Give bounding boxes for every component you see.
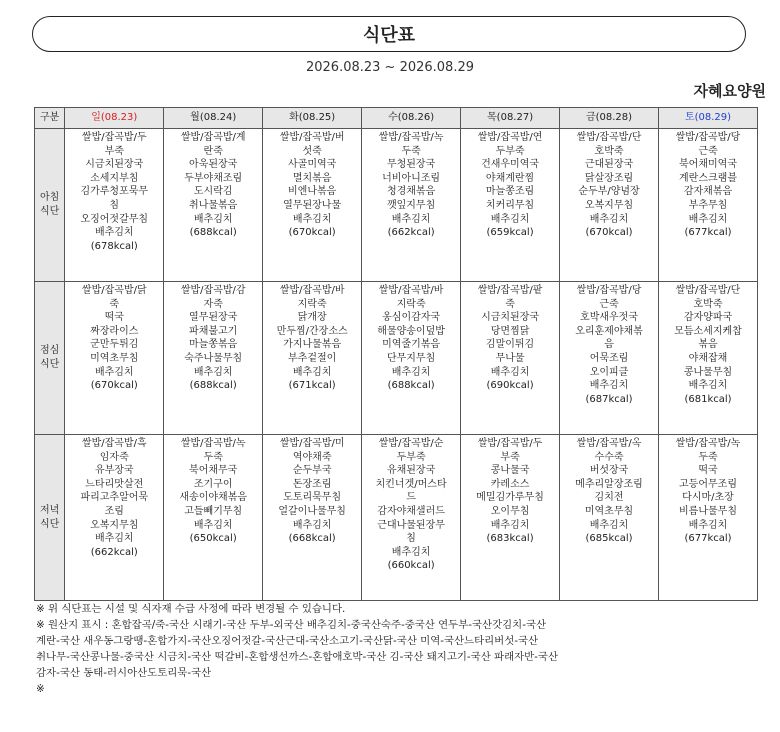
menu-item: 수수죽 <box>594 451 624 463</box>
day-header-sat: 토(08.29) <box>659 108 758 129</box>
date-range: 2026.08.23 ~ 2026.08.29 <box>305 60 475 75</box>
menu-item: 오복지무침 <box>584 199 634 211</box>
table-header-row <box>35 108 758 129</box>
menu-item: 김말이튀김 <box>485 339 535 351</box>
menu-item: 무나물 <box>495 352 525 364</box>
menu-item: 북어채무국 <box>189 465 238 477</box>
menu-item: 오이피클 <box>589 366 629 378</box>
menu-cell <box>164 435 263 601</box>
menu-cell <box>65 435 164 601</box>
menu-item: 감자야채샐러드 <box>377 505 445 517</box>
menu-item: 카레소스 <box>490 478 530 490</box>
menu-item: 쌀밥/잡곡밥/당 <box>576 285 642 296</box>
menu-item: 쌀밥/잡곡밥/연 <box>477 132 543 143</box>
menu-item: 쌀밥/잡곡밥/계 <box>180 132 246 143</box>
menu-cell <box>461 282 560 435</box>
facility-name: 자혜요양원 <box>693 82 766 100</box>
note-line: ※ 원산지 표시 : 혼합잡곡/죽-국산 시래기-국산 두부-외국산 배추김치-중국산숙주-중국산 연두부-국산갓김치-국산 <box>36 619 547 631</box>
menu-item: 비름나물무침 <box>679 505 737 517</box>
menu-item: 감자양파국 <box>683 312 733 324</box>
menu-item: 열무된장국 <box>189 312 238 324</box>
menu-item: 군만두튀김 <box>90 339 139 351</box>
menu-item: 김치전 <box>594 492 624 504</box>
menu-cell <box>164 129 263 282</box>
menu-item: 열무된장나물 <box>283 199 342 211</box>
meal-row-lunch <box>35 282 758 435</box>
menu-item: 배추김치 <box>292 366 332 378</box>
menu-item: 두죽 <box>203 451 223 463</box>
menu-item: 도토리묵무침 <box>283 492 342 504</box>
menu-item: 배추김치 <box>589 213 629 225</box>
menu-item: 역야채죽 <box>292 451 332 463</box>
menu-item: 돈장조림 <box>292 478 332 490</box>
menu-item: 치커리무침 <box>485 199 535 211</box>
menu-cell <box>263 282 362 435</box>
note-line: ※ 위 식단표는 시설 및 식자재 수급 사정에 따라 변경될 수 있습니다. <box>36 603 346 615</box>
menu-item: 숙주나물무침 <box>184 352 243 364</box>
menu-cell <box>362 129 461 282</box>
menu-item: 드 <box>406 492 416 504</box>
menu-item: 계란스크램블 <box>679 172 737 184</box>
meal-label-line: 점심 <box>39 345 60 356</box>
menu-item: 쌀밥/잡곡밥/바 <box>279 285 345 296</box>
menu-item: 배추김치 <box>589 380 629 392</box>
menu-item: 감자채볶음 <box>683 186 733 198</box>
menu-item: 만두찜/간장소스 <box>276 325 348 337</box>
menu-cell <box>362 435 461 601</box>
menu-item: (688kcal) <box>387 380 435 392</box>
menu-item: 부추겉절이 <box>288 352 337 364</box>
menu-item: 죽 <box>505 298 515 310</box>
menu-item: 볶음 <box>698 339 718 351</box>
note-line: 취나무-국산콩나물-중국산 시금치-국산 떡갈비-혼합생선까스-혼합애호박-국산 김-국산 돼지고기-국산 파래자반-국산 <box>36 651 559 663</box>
menu-item: 고등어무조림 <box>679 478 737 490</box>
menu-item: 유부장국 <box>94 465 134 477</box>
menu-item: 배추김치 <box>94 533 134 545</box>
menu-cell <box>164 282 263 435</box>
menu-item: 쌀밥/잡곡밥/당 <box>675 132 741 143</box>
menu-item: 호박새우젓국 <box>580 312 638 324</box>
menu-item: 아욱된장국 <box>189 159 238 171</box>
menu-item: 메밀김가루무침 <box>476 492 544 504</box>
menu-item: 배추김치 <box>391 546 431 558</box>
menu-item: 음 <box>604 339 614 351</box>
menu-item: 옹심이감자국 <box>382 312 441 324</box>
menu-item: 당면찜닭 <box>490 325 530 337</box>
menu-cell <box>560 129 659 282</box>
menu-item: 호박죽 <box>693 298 723 310</box>
menu-item: 콩나물국 <box>490 465 530 477</box>
menu-item: 두부죽 <box>495 145 525 157</box>
menu-cell <box>560 435 659 601</box>
menu-item: 임자죽 <box>99 451 129 463</box>
menu-item: 배추김치 <box>193 366 233 378</box>
menu-item: 버섯장국 <box>589 465 629 477</box>
menu-cell <box>263 435 362 601</box>
menu-item: 배추김치 <box>688 380 728 392</box>
menu-item: (650kcal) <box>189 533 237 545</box>
corner-label: 구분 <box>35 108 65 129</box>
menu-item: 어묵조림 <box>589 352 629 364</box>
menu-item: 김가루청포묵무 <box>80 186 149 198</box>
menu-cell <box>461 129 560 282</box>
menu-item: 란죽 <box>203 145 223 157</box>
day-header-thu: 목(08.27) <box>461 108 560 129</box>
menu-item: 야채잡채 <box>688 352 728 364</box>
menu-item: 쌀밥/잡곡밥/두 <box>477 438 543 449</box>
menu-item: 파채불고기 <box>189 325 238 337</box>
menu-item: (670kcal) <box>585 227 633 239</box>
menu-item: 쌀밥/잡곡밥/단 <box>675 285 741 296</box>
menu-item: (678kcal) <box>90 240 138 252</box>
menu-item: 배추김치 <box>490 519 530 531</box>
menu-item: 지락죽 <box>396 298 426 310</box>
meal-label <box>35 129 65 282</box>
menu-item: 배추김치 <box>688 213 728 225</box>
menu-item: (683kcal) <box>486 533 534 545</box>
menu-item: (659kcal) <box>486 227 534 239</box>
menu-item: 쌀밥/잡곡밥/흑 <box>81 438 147 449</box>
menu-item: 도시락김 <box>193 186 233 198</box>
menu-item: 쌀밥/잡곡밥/두 <box>81 132 147 143</box>
menu-item: 죽 <box>109 298 120 310</box>
menu-item: 오징어젓갈무침 <box>80 213 149 225</box>
menu-cell <box>362 282 461 435</box>
menu-item: 배추김치 <box>193 213 233 225</box>
menu-item: 짜장라이스 <box>90 325 139 337</box>
menu-item: 콩나물무침 <box>683 366 733 378</box>
menu-item: 배추김치 <box>490 366 530 378</box>
menu-item: 떡국 <box>104 312 124 324</box>
menu-item: 가지나물볶음 <box>283 339 342 351</box>
menu-item: 쌀밥/잡곡밥/순 <box>378 438 444 449</box>
menu-item: 조림 <box>104 505 124 517</box>
menu-item: (685kcal) <box>585 533 633 545</box>
menu-item: 배추김치 <box>589 519 629 531</box>
menu-item: 다시마/초장 <box>682 492 734 504</box>
day-header-wed: 수(08.26) <box>362 108 461 129</box>
menu-item: 두죽 <box>401 145 421 157</box>
menu-item: 지락죽 <box>297 298 327 310</box>
menu-item: 오리훈제야채볶 <box>575 325 643 337</box>
menu-item: 건새우미역국 <box>481 159 540 171</box>
menu-item: 근대나물된장무 <box>377 519 445 531</box>
menu-cell <box>65 282 164 435</box>
menu-item: 시금치된장국 <box>481 312 540 324</box>
day-header-tue: 화(08.25) <box>263 108 362 129</box>
menu-item: (660kcal) <box>387 560 435 572</box>
menu-item: 느타리맛살전 <box>85 478 144 490</box>
menu-item: 배추김치 <box>490 213 530 225</box>
menu-item: 마늘쫑볶음 <box>189 339 238 351</box>
meal-row-dinner <box>35 435 758 601</box>
menu-item: 쌀밥/잡곡밥/감 <box>180 285 246 296</box>
menu-item: 두죽 <box>698 451 718 463</box>
page-title: 식단표 <box>32 16 746 52</box>
menu-item: 치킨너겟/머스타 <box>375 478 447 490</box>
menu-item: 침 <box>109 199 120 211</box>
meal-row-breakfast <box>35 129 758 282</box>
menu-item: (668kcal) <box>288 533 336 545</box>
meal-label-line: 아침 <box>39 192 60 203</box>
menu-item: 파리고추알어묵 <box>80 492 149 504</box>
menu-item: 배추김치 <box>391 213 431 225</box>
menu-item: 미역초무침 <box>90 352 139 364</box>
meal-label-line: 식단 <box>39 359 60 370</box>
menu-item: 사골미역국 <box>288 159 337 171</box>
menu-item: 마늘쫑조림 <box>485 186 535 198</box>
meal-label <box>35 282 65 435</box>
menu-item: 두부죽 <box>396 451 426 463</box>
note-line: 계란-국산 새우동그랑땡-혼합가지-국산오징어젓갈-국산근대-국산소고기-국산닭-국산 미역-국산느타리버섯-국산 <box>36 635 539 647</box>
menu-item: 쌀밥/잡곡밥/옥 <box>576 438 642 449</box>
menu-item: 쌀밥/잡곡밥/버 <box>279 132 345 143</box>
menu-item: (670kcal) <box>288 227 336 239</box>
menu-item: 배추김치 <box>292 213 332 225</box>
menu-cell <box>560 282 659 435</box>
menu-item: 닭개장 <box>297 312 327 324</box>
menu-item: 닭살장조림 <box>584 172 634 184</box>
menu-item: 두부야채조림 <box>184 172 243 184</box>
menu-item: 쌀밥/잡곡밥/닭 <box>81 285 147 296</box>
menu-item: 쌀밥/잡곡밥/녹 <box>675 438 741 449</box>
note-line: 감자-국산 동태-러시아산도토리묵-국산 <box>36 667 212 679</box>
menu-item: (670kcal) <box>90 380 138 392</box>
menu-cell <box>65 129 164 282</box>
notes <box>36 601 766 697</box>
note-line: ※ <box>36 683 45 695</box>
menu-item: 단무지무침 <box>386 352 436 364</box>
menu-item: 쌀밥/잡곡밥/미 <box>279 438 345 449</box>
menu-item: 배추김치 <box>193 519 233 531</box>
menu-item: (662kcal) <box>387 227 435 239</box>
menu-item: 순두부국 <box>292 465 332 477</box>
menu-item: 배추김치 <box>688 519 728 531</box>
menu-item: 멸치볶음 <box>292 172 332 184</box>
menu-item: (688kcal) <box>189 227 237 239</box>
menu-item: 부죽 <box>500 451 520 463</box>
meal-plan-table <box>34 107 758 601</box>
meal-label-line: 저녁 <box>39 504 60 516</box>
menu-item: 오복지무침 <box>90 519 139 531</box>
menu-item: 배추김치 <box>391 366 431 378</box>
menu-item: (677kcal) <box>684 533 732 545</box>
menu-item: 쌀밥/잡곡밥/단 <box>576 132 642 143</box>
menu-item: 근죽 <box>698 145 718 157</box>
meal-label <box>35 435 65 601</box>
day-header-mon: 월(08.24) <box>164 108 263 129</box>
menu-item: (662kcal) <box>90 546 138 558</box>
menu-item: (690kcal) <box>486 380 534 392</box>
meal-label-line: 식단 <box>39 206 60 217</box>
menu-item: 떡국 <box>698 465 718 477</box>
menu-item: 무청된장국 <box>386 159 436 171</box>
menu-cell <box>659 129 758 282</box>
menu-item: 미역초무침 <box>584 505 634 517</box>
menu-item: 소세지부침 <box>90 172 139 184</box>
menu-item: 배추김치 <box>94 227 134 239</box>
menu-item: 조기구이 <box>193 478 233 490</box>
menu-item: 비엔나볶음 <box>288 186 337 198</box>
menu-item: 취나물볶음 <box>189 199 238 211</box>
menu-item: 너비아니조림 <box>382 172 441 184</box>
menu-item: 야채계란찜 <box>485 172 535 184</box>
day-header-sun: 일(08.23) <box>65 108 164 129</box>
menu-item: 부추무침 <box>688 199 728 211</box>
menu-item: 침 <box>406 533 416 545</box>
menu-item: 고들빼기무침 <box>184 505 243 517</box>
menu-cell <box>263 129 362 282</box>
menu-item: 배추김치 <box>292 519 332 531</box>
menu-item: 새송이야채볶음 <box>179 492 248 504</box>
menu-item: 유채된장국 <box>386 465 436 477</box>
menu-item: 자죽 <box>203 298 223 310</box>
menu-cell <box>659 282 758 435</box>
menu-item: 북어채미역국 <box>679 159 737 171</box>
menu-item: 쌀밥/잡곡밥/팥 <box>477 285 543 296</box>
menu-item: 깻잎지무침 <box>386 199 436 211</box>
menu-item: 근죽 <box>599 298 619 310</box>
menu-item: 얼갈이나물무침 <box>278 505 346 517</box>
menu-item: (687kcal) <box>585 393 633 405</box>
menu-item: 호박죽 <box>594 145 624 157</box>
meal-label-line: 식단 <box>39 518 60 530</box>
menu-item: 쌀밥/잡곡밥/녹 <box>180 438 246 449</box>
menu-item: 시금치된장국 <box>85 159 144 171</box>
menu-item: 순두부/양념장 <box>578 186 640 198</box>
menu-item: (688kcal) <box>189 380 237 392</box>
menu-item: 쌀밥/잡곡밥/바 <box>378 285 444 296</box>
menu-item: 근대된장국 <box>584 159 634 171</box>
day-header-fri: 금(08.28) <box>560 108 659 129</box>
menu-item: 해물양송이덮밥 <box>377 325 445 337</box>
menu-item: 메추리알장조림 <box>575 478 643 490</box>
menu-item: 부죽 <box>104 145 124 157</box>
menu-item: 오이무침 <box>490 505 530 517</box>
menu-item: 미역줄기볶음 <box>382 339 441 351</box>
menu-item: 청경채볶음 <box>386 186 436 198</box>
menu-item: 섯죽 <box>302 145 322 157</box>
menu-item: 모듬소세지케찹 <box>674 325 742 337</box>
menu-cell <box>461 435 560 601</box>
menu-item: 쌀밥/잡곡밥/녹 <box>378 132 444 143</box>
menu-cell <box>659 435 758 601</box>
menu-item: (681kcal) <box>684 393 732 405</box>
menu-item: (671kcal) <box>288 380 336 392</box>
menu-item: 배추김치 <box>94 366 134 378</box>
menu-item: (677kcal) <box>684 227 732 239</box>
